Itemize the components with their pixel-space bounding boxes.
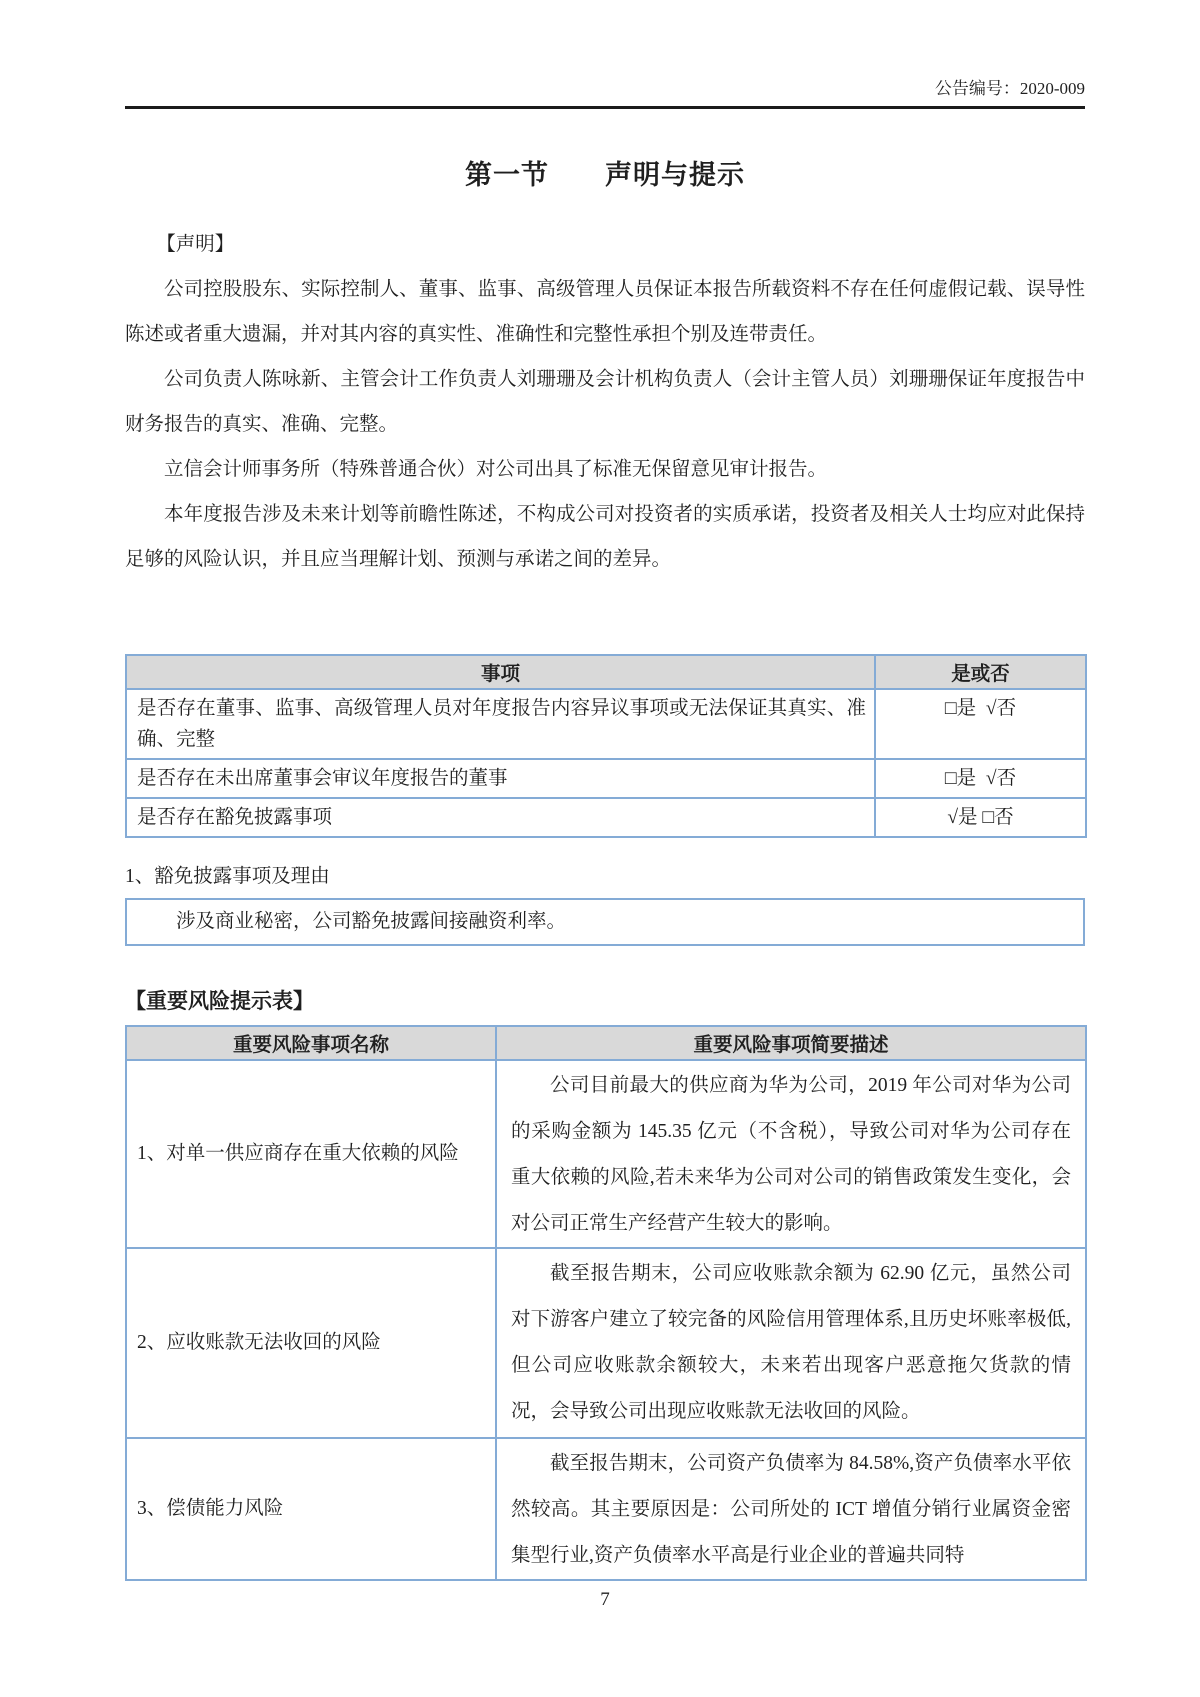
declaration-heading: 【声明】	[156, 234, 235, 255]
doc-number: 公告编号：2020-009	[934, 79, 1085, 98]
waiver-box	[125, 898, 1085, 946]
declaration-paragraph: 立信会计师事务所（特殊普通合伙）对公司出具了标准无保留意见审计报告。	[164, 459, 828, 480]
answer-cell: √是 □否	[875, 798, 1086, 837]
item-cell: 是否存在豁免披露事项	[126, 798, 875, 837]
yes-no-table	[125, 654, 1087, 838]
answer-cell: □是 √否	[875, 689, 1086, 759]
risk-table	[125, 1025, 1087, 1581]
column-header-risk-desc: 重要风险事项简要描述	[496, 1026, 1086, 1060]
risk-desc-cell: 公司目前最大的供应商为华为公司，2019 年公司对华为公司的采购金额为 145.35 亿元（不含税），导致公司对华为公司存在重大依赖的风险,若未来华为公司对公司的销售政策发生变化，会对公司正常生产经营产生较大的影响。	[496, 1060, 1086, 1248]
header-rule	[125, 106, 1085, 109]
table-row	[126, 1060, 1086, 1248]
table-row	[126, 798, 1086, 837]
table-row	[126, 759, 1086, 798]
column-header-item: 事项	[126, 655, 875, 689]
page-title: 第一节 声明与提示	[465, 160, 745, 190]
risk-table-header-row	[126, 1026, 1086, 1060]
declaration-paragraph: 本年度报告涉及未来计划等前瞻性陈述，不构成公司对投资者的实质承诺，投资者及相关人士均应对此保持足够的风险认识，并且应当理解计划、预测与承诺之间的差异。	[125, 504, 1085, 570]
risk-desc-cell: 截至报告期末，公司应收账款余额为 62.90 亿元，虽然公司对下游客户建立了较完备的风险信用管理体系,且历史坏账率极低,但公司应收账款余额较大，未来若出现客户恶意拖欠货款的情况，会导致公司出现应收账款无法收回的风险。	[496, 1248, 1086, 1438]
risk-name-cell: 2、应收账款无法收回的风险	[126, 1248, 496, 1438]
declaration-section	[125, 222, 1085, 582]
declaration-paragraph: 公司负责人陈咏新、主管会计工作负责人刘珊珊及会计机构负责人（会计主管人员）刘珊珊保证年度报告中财务报告的真实、准确、完整。	[125, 369, 1085, 435]
table-row	[126, 1438, 1086, 1580]
risk-desc-cell: 截至报告期末，公司资产负债率为 84.58%,资产负债率水平依然较高。其主要原因是：公司所处的 ICT 增值分销行业属资金密集型行业,资产负债率水平高是行业企业的普遍共同特	[496, 1438, 1086, 1580]
answer-cell: □是 √否	[875, 759, 1086, 798]
page-number: 7	[600, 1589, 610, 1610]
column-header-risk-name: 重要风险事项名称	[126, 1026, 496, 1060]
item-cell: 是否存在未出席董事会审议年度报告的董事	[126, 759, 875, 798]
yes-no-table-header-row	[126, 655, 1086, 689]
table-row	[126, 1248, 1086, 1438]
column-header-yesno: 是或否	[875, 655, 1086, 689]
risk-table-heading: 【重要风险提示表】	[125, 989, 314, 1013]
table-row	[126, 689, 1086, 759]
item-cell: 是否存在董事、监事、高级管理人员对年度报告内容异议事项或无法保证其真实、准确、完整	[126, 689, 875, 759]
waiver-content: 涉及商业秘密，公司豁免披露间接融资利率。	[176, 911, 567, 932]
waiver-heading: 1、豁免披露事项及理由	[125, 866, 330, 887]
declaration-paragraph: 公司控股股东、实际控制人、董事、监事、高级管理人员保证本报告所载资料不存在任何虚假记载、误导性陈述或者重大遗漏，并对其内容的真实性、准确性和完整性承担个别及连带责任。	[125, 279, 1085, 345]
risk-name-cell: 3、偿债能力风险	[126, 1438, 496, 1580]
risk-name-cell: 1、对单一供应商存在重大依赖的风险	[126, 1060, 496, 1248]
